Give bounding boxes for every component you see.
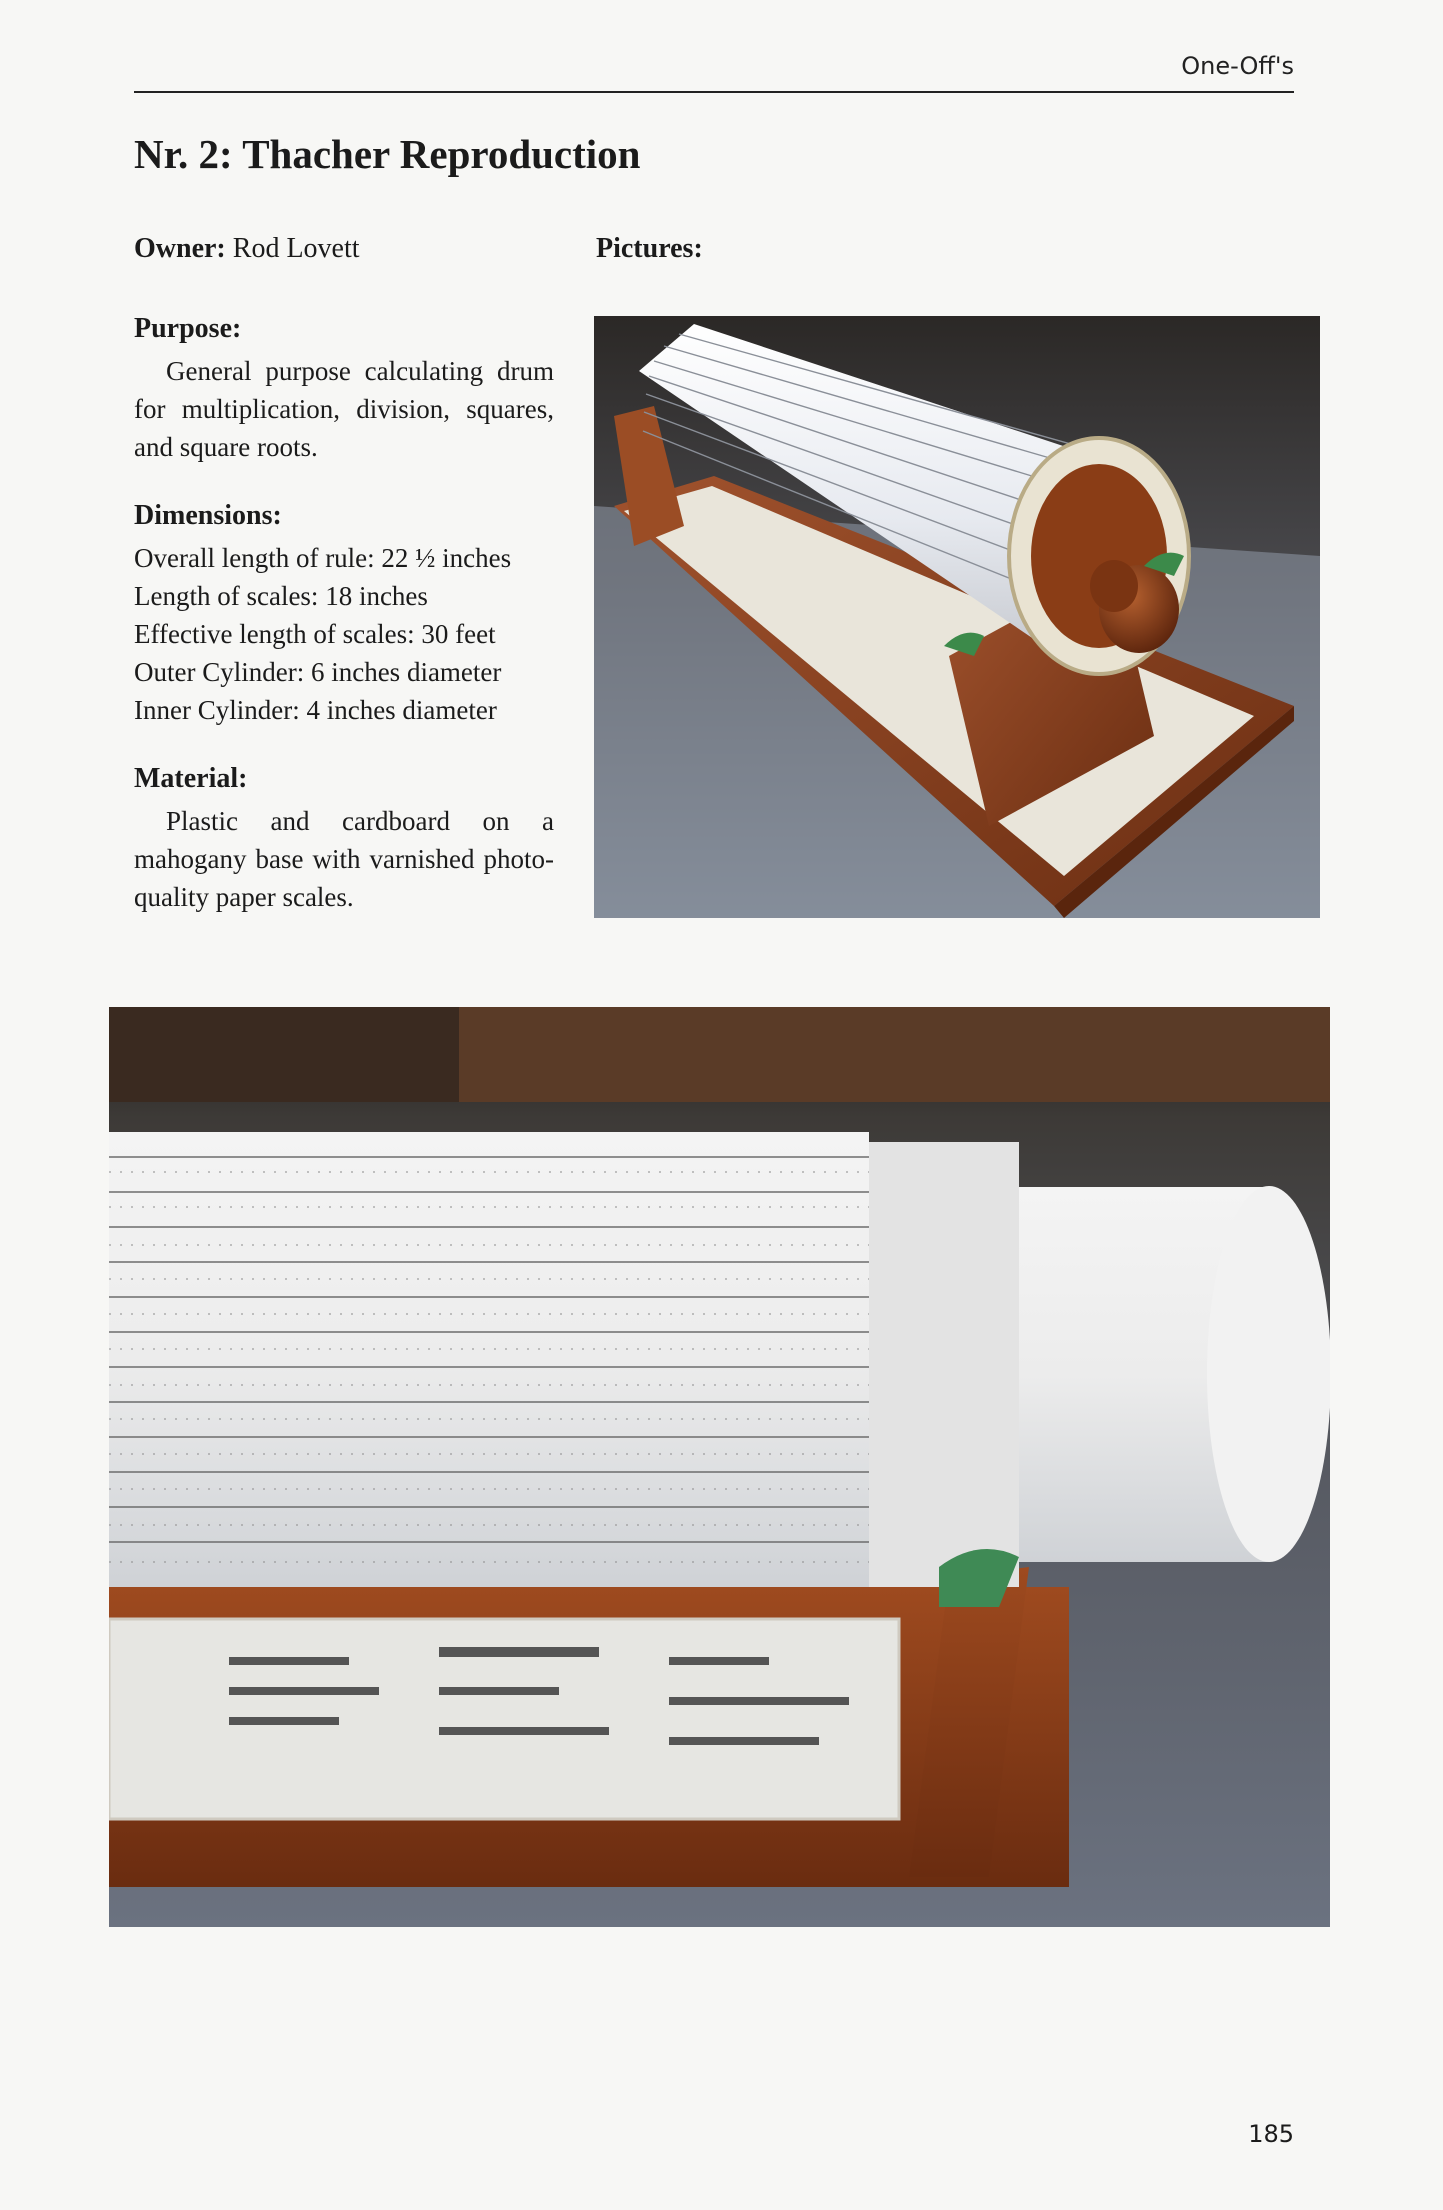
dimension-line: Inner Cylinder: 4 inches diameter <box>134 695 497 725</box>
dimension-line: Outer Cylinder: 6 inches diameter <box>134 657 502 687</box>
header-rule <box>134 91 1294 93</box>
purpose-section <box>134 310 554 466</box>
material-section <box>134 760 554 916</box>
dimension-line: Overall length of rule: 22 ½ inches <box>134 543 512 573</box>
dimensions-heading: Dimensions: <box>134 500 282 531</box>
dimension-line: Length of scales: 18 inches <box>134 581 428 611</box>
dimensions-section <box>134 497 554 729</box>
purpose-heading: Purpose: <box>134 313 242 344</box>
page-number: 185 <box>1248 2120 1294 2148</box>
running-head: One-Off's <box>1181 52 1294 80</box>
page-title: Nr. 2: Thacher Reproduction <box>134 131 641 177</box>
drum-photo-closeup <box>109 1007 1330 1927</box>
owner-value: Rod Lovett <box>232 233 360 264</box>
owner-label: Owner: <box>134 233 226 264</box>
pictures-heading <box>596 233 703 265</box>
owner-line <box>134 233 360 265</box>
material-heading: Material: <box>134 763 248 794</box>
dimension-line: Effective length of scales: 30 feet <box>134 619 496 649</box>
pictures-label: Pictures: <box>596 233 703 264</box>
purpose-text: General purpose calculating drum for multiplication, division, squares, and square roots. <box>134 356 554 462</box>
drum-photo-overview <box>594 316 1320 918</box>
material-text: Plastic and cardboard on a mahogany base with varnished photo-quality paper scales. <box>134 806 554 912</box>
